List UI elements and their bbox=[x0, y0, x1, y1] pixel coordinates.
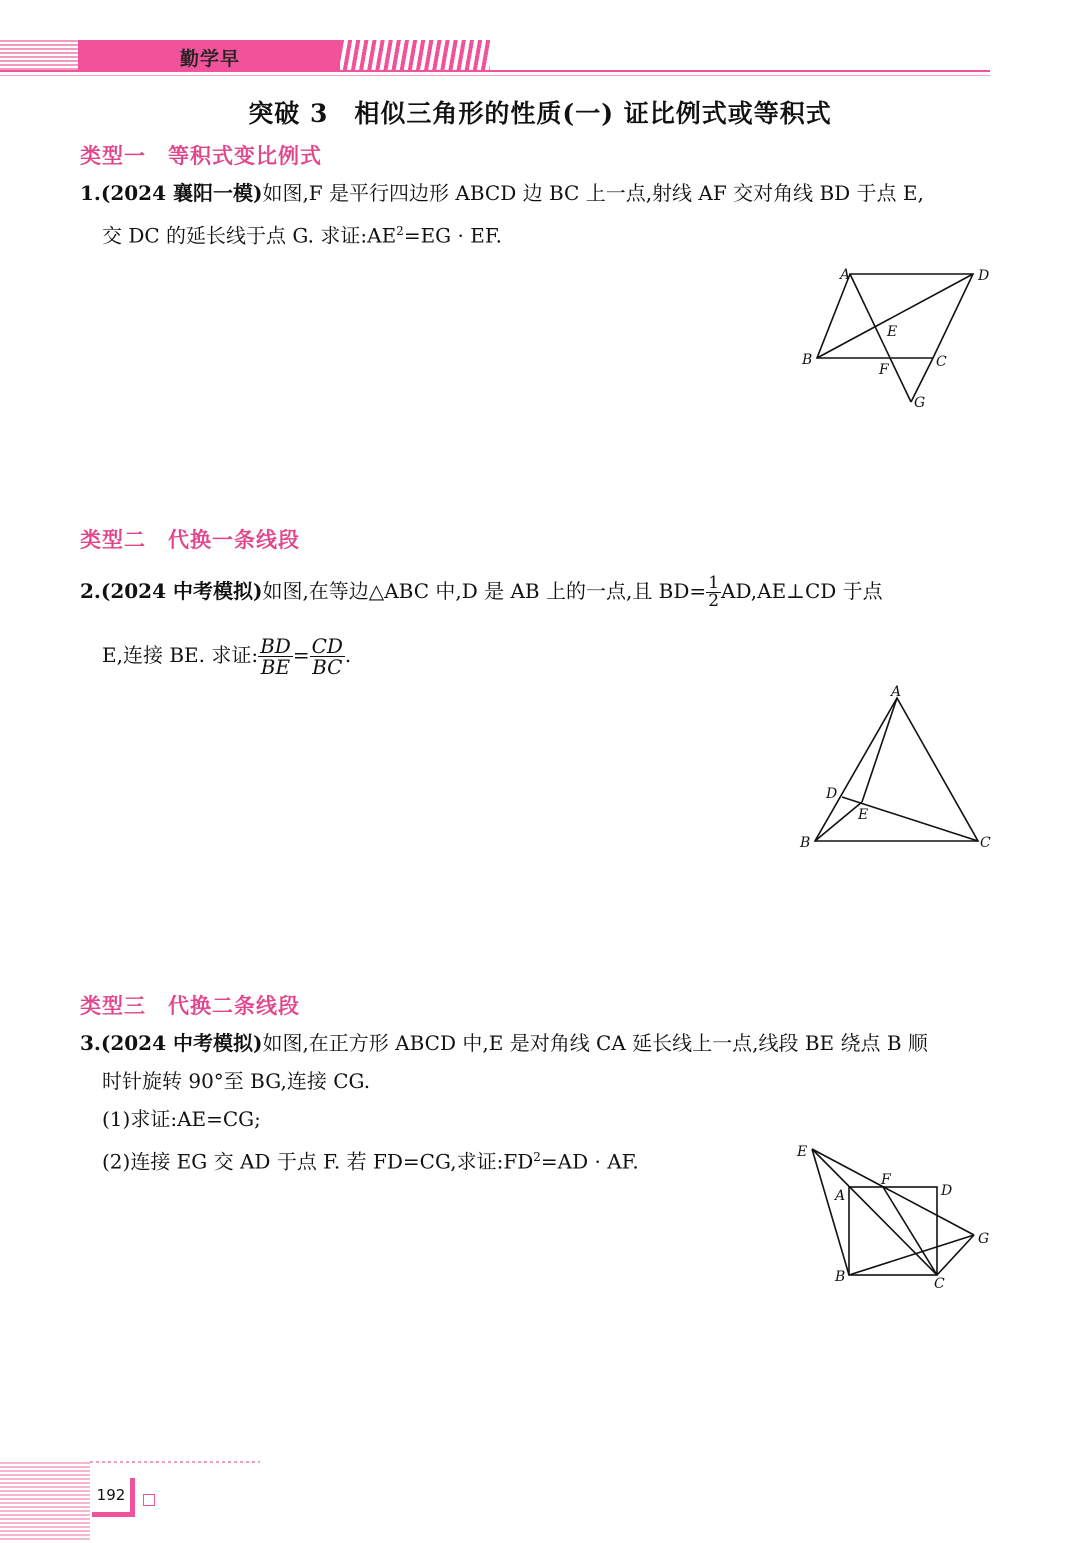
fraction-2-numerator: CD bbox=[311, 634, 343, 658]
question-2-line-1 bbox=[80, 566, 995, 616]
question-1-text-1: 如图,F 是平行四边形 ABCD 边 BC 上一点,射线 AF 交对角线 BD 于点 E, bbox=[262, 181, 924, 205]
question-3-source: (2024 中考模拟) bbox=[100, 1031, 263, 1055]
fraction-1-numerator: BD bbox=[260, 634, 291, 658]
footer-dotted-rule bbox=[90, 1461, 260, 1463]
question-3-text-1: 如图,在正方形 ABCD 中,E 是对角线 CA 延长线上一点,线段 BE 绕点 B 顺 bbox=[262, 1031, 928, 1055]
question-2 bbox=[80, 566, 995, 680]
figure-3-square bbox=[790, 1135, 1000, 1295]
segment-be bbox=[815, 802, 862, 841]
fraction-one-half bbox=[706, 575, 721, 610]
question-2-number: 2. bbox=[80, 579, 101, 603]
question-1-line-2 bbox=[80, 212, 995, 255]
question-3-superscript: 2 bbox=[533, 1150, 541, 1164]
question-2-end: . bbox=[344, 643, 352, 667]
label-c: C bbox=[934, 1276, 945, 1292]
type-heading-3: 类型三 代换二条线段 bbox=[80, 994, 300, 1018]
page-title: 突破 3 相似三角形的性质(一) 证比例式或等积式 bbox=[248, 99, 832, 128]
label-f: F bbox=[879, 362, 889, 378]
type-heading-1: 类型一 等积式变比例式 bbox=[80, 144, 322, 168]
question-1-number: 1. bbox=[80, 181, 101, 205]
label-a: A bbox=[891, 684, 902, 700]
label-a: A bbox=[835, 1188, 846, 1204]
label-e: E bbox=[797, 1144, 808, 1160]
footer-square-icon bbox=[143, 1494, 155, 1506]
diagonal-bd bbox=[817, 274, 973, 358]
label-e: E bbox=[887, 324, 898, 340]
equals-sign: = bbox=[292, 643, 310, 667]
header-label: 勤学早 bbox=[180, 48, 241, 70]
question-2-source: (2024 中考模拟) bbox=[100, 579, 263, 603]
label-d: D bbox=[826, 786, 838, 802]
label-e: E bbox=[858, 807, 869, 823]
fraction-cd-bc bbox=[310, 636, 345, 677]
page-number: 192 bbox=[92, 1478, 135, 1517]
header-stripes-right bbox=[340, 40, 490, 72]
question-1-text-2b: =EG · EF. bbox=[403, 223, 502, 248]
label-g: G bbox=[978, 1231, 990, 1247]
question-1-text-2a: 交 DC 的延长线于点 G. 求证:AE bbox=[102, 223, 397, 248]
fraction-bd-be bbox=[258, 636, 293, 677]
label-d: D bbox=[978, 268, 990, 284]
label-b: B bbox=[800, 835, 811, 851]
label-d: D bbox=[941, 1183, 953, 1199]
label-a: A bbox=[840, 267, 851, 283]
ray-af bbox=[850, 274, 911, 402]
header-rule bbox=[0, 70, 990, 72]
triangle-abc bbox=[815, 698, 978, 841]
question-2-text-1a: 如图,在等边△ABC 中,D 是 AB 上的一点,且 BD= bbox=[262, 579, 707, 603]
fraction-denominator: 2 bbox=[708, 591, 720, 611]
label-g: G bbox=[914, 395, 926, 411]
question-3-part-1: (1)求证:AE=CG; bbox=[102, 1107, 261, 1131]
label-c: C bbox=[936, 354, 947, 370]
footer-stripes bbox=[0, 1462, 90, 1540]
question-1-line-1 bbox=[80, 174, 995, 212]
question-2-line-2 bbox=[80, 630, 995, 680]
fraction-numerator: 1 bbox=[708, 573, 720, 593]
question-1 bbox=[80, 174, 995, 255]
question-2-text-1b: AD,AE⊥CD 于点 bbox=[721, 579, 883, 603]
fraction-2-denominator: BC bbox=[312, 655, 343, 679]
question-3-text-2: 时针旋转 90°至 BG,连接 CG. bbox=[102, 1069, 371, 1093]
label-c: C bbox=[980, 835, 991, 851]
question-1-source: (2024 襄阳一模) bbox=[100, 181, 263, 205]
question-3-part-2a: (2)连接 EG 交 AD 于点 F. 若 FD=CG,求证:FD bbox=[102, 1149, 534, 1174]
header-stripes-left bbox=[0, 40, 78, 72]
question-1-superscript: 2 bbox=[396, 224, 404, 238]
figure-2-triangle bbox=[790, 680, 1000, 855]
figure-1-parallelogram bbox=[790, 260, 1000, 415]
question-3-line-1 bbox=[80, 1024, 995, 1062]
label-b: B bbox=[802, 352, 813, 368]
header-rule-thin bbox=[0, 75, 990, 76]
label-b: B bbox=[835, 1269, 846, 1285]
fraction-1-denominator: BE bbox=[260, 655, 291, 679]
question-2-text-2: E,连接 BE. 求证: bbox=[102, 643, 259, 667]
label-f: F bbox=[881, 1172, 891, 1188]
question-3-number: 3. bbox=[80, 1031, 101, 1055]
question-3-part-2b: =AD · AF. bbox=[540, 1149, 639, 1174]
type-heading-2: 类型二 代换一条线段 bbox=[80, 528, 300, 552]
